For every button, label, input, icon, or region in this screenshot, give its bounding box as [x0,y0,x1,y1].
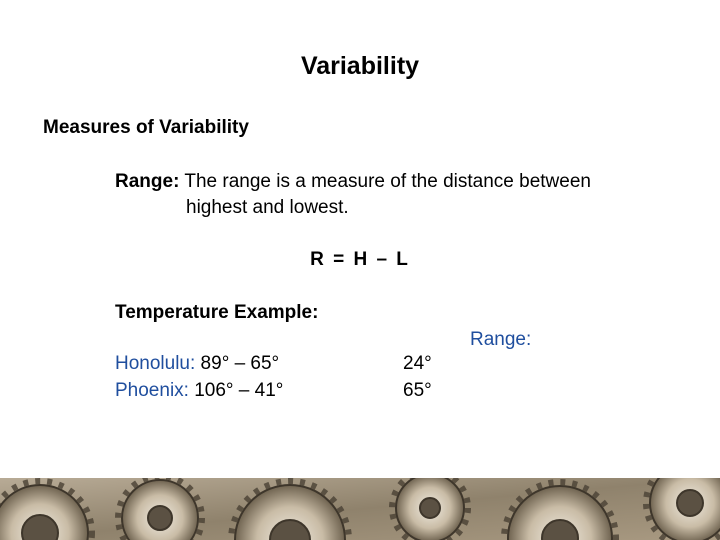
temp-values: 89° – 65° [195,353,280,374]
section-heading: Measures of Variability [43,117,249,138]
example-row-phoenix [115,380,283,402]
example-row-honolulu [115,353,279,375]
range-value-honolulu: 24° [403,353,432,374]
range-column-header: Range: [470,329,532,350]
city-label: Honolulu: [115,353,196,374]
range-definition-line1 [115,171,591,193]
range-term: Range: [115,171,180,192]
range-formula: R = H – L [310,249,410,270]
temp-values: 106° – 41° [188,380,284,401]
range-value-phoenix: 65° [403,380,432,401]
range-definition-line2: highest and lowest. [186,197,349,218]
city-label: Phoenix: [115,380,189,401]
temperature-example-label: Temperature Example: [115,302,319,323]
gears-decoration-image [0,478,720,540]
slide-title: Variability [300,52,420,80]
range-definition-text: The range is a measure of the distance between [179,171,591,192]
